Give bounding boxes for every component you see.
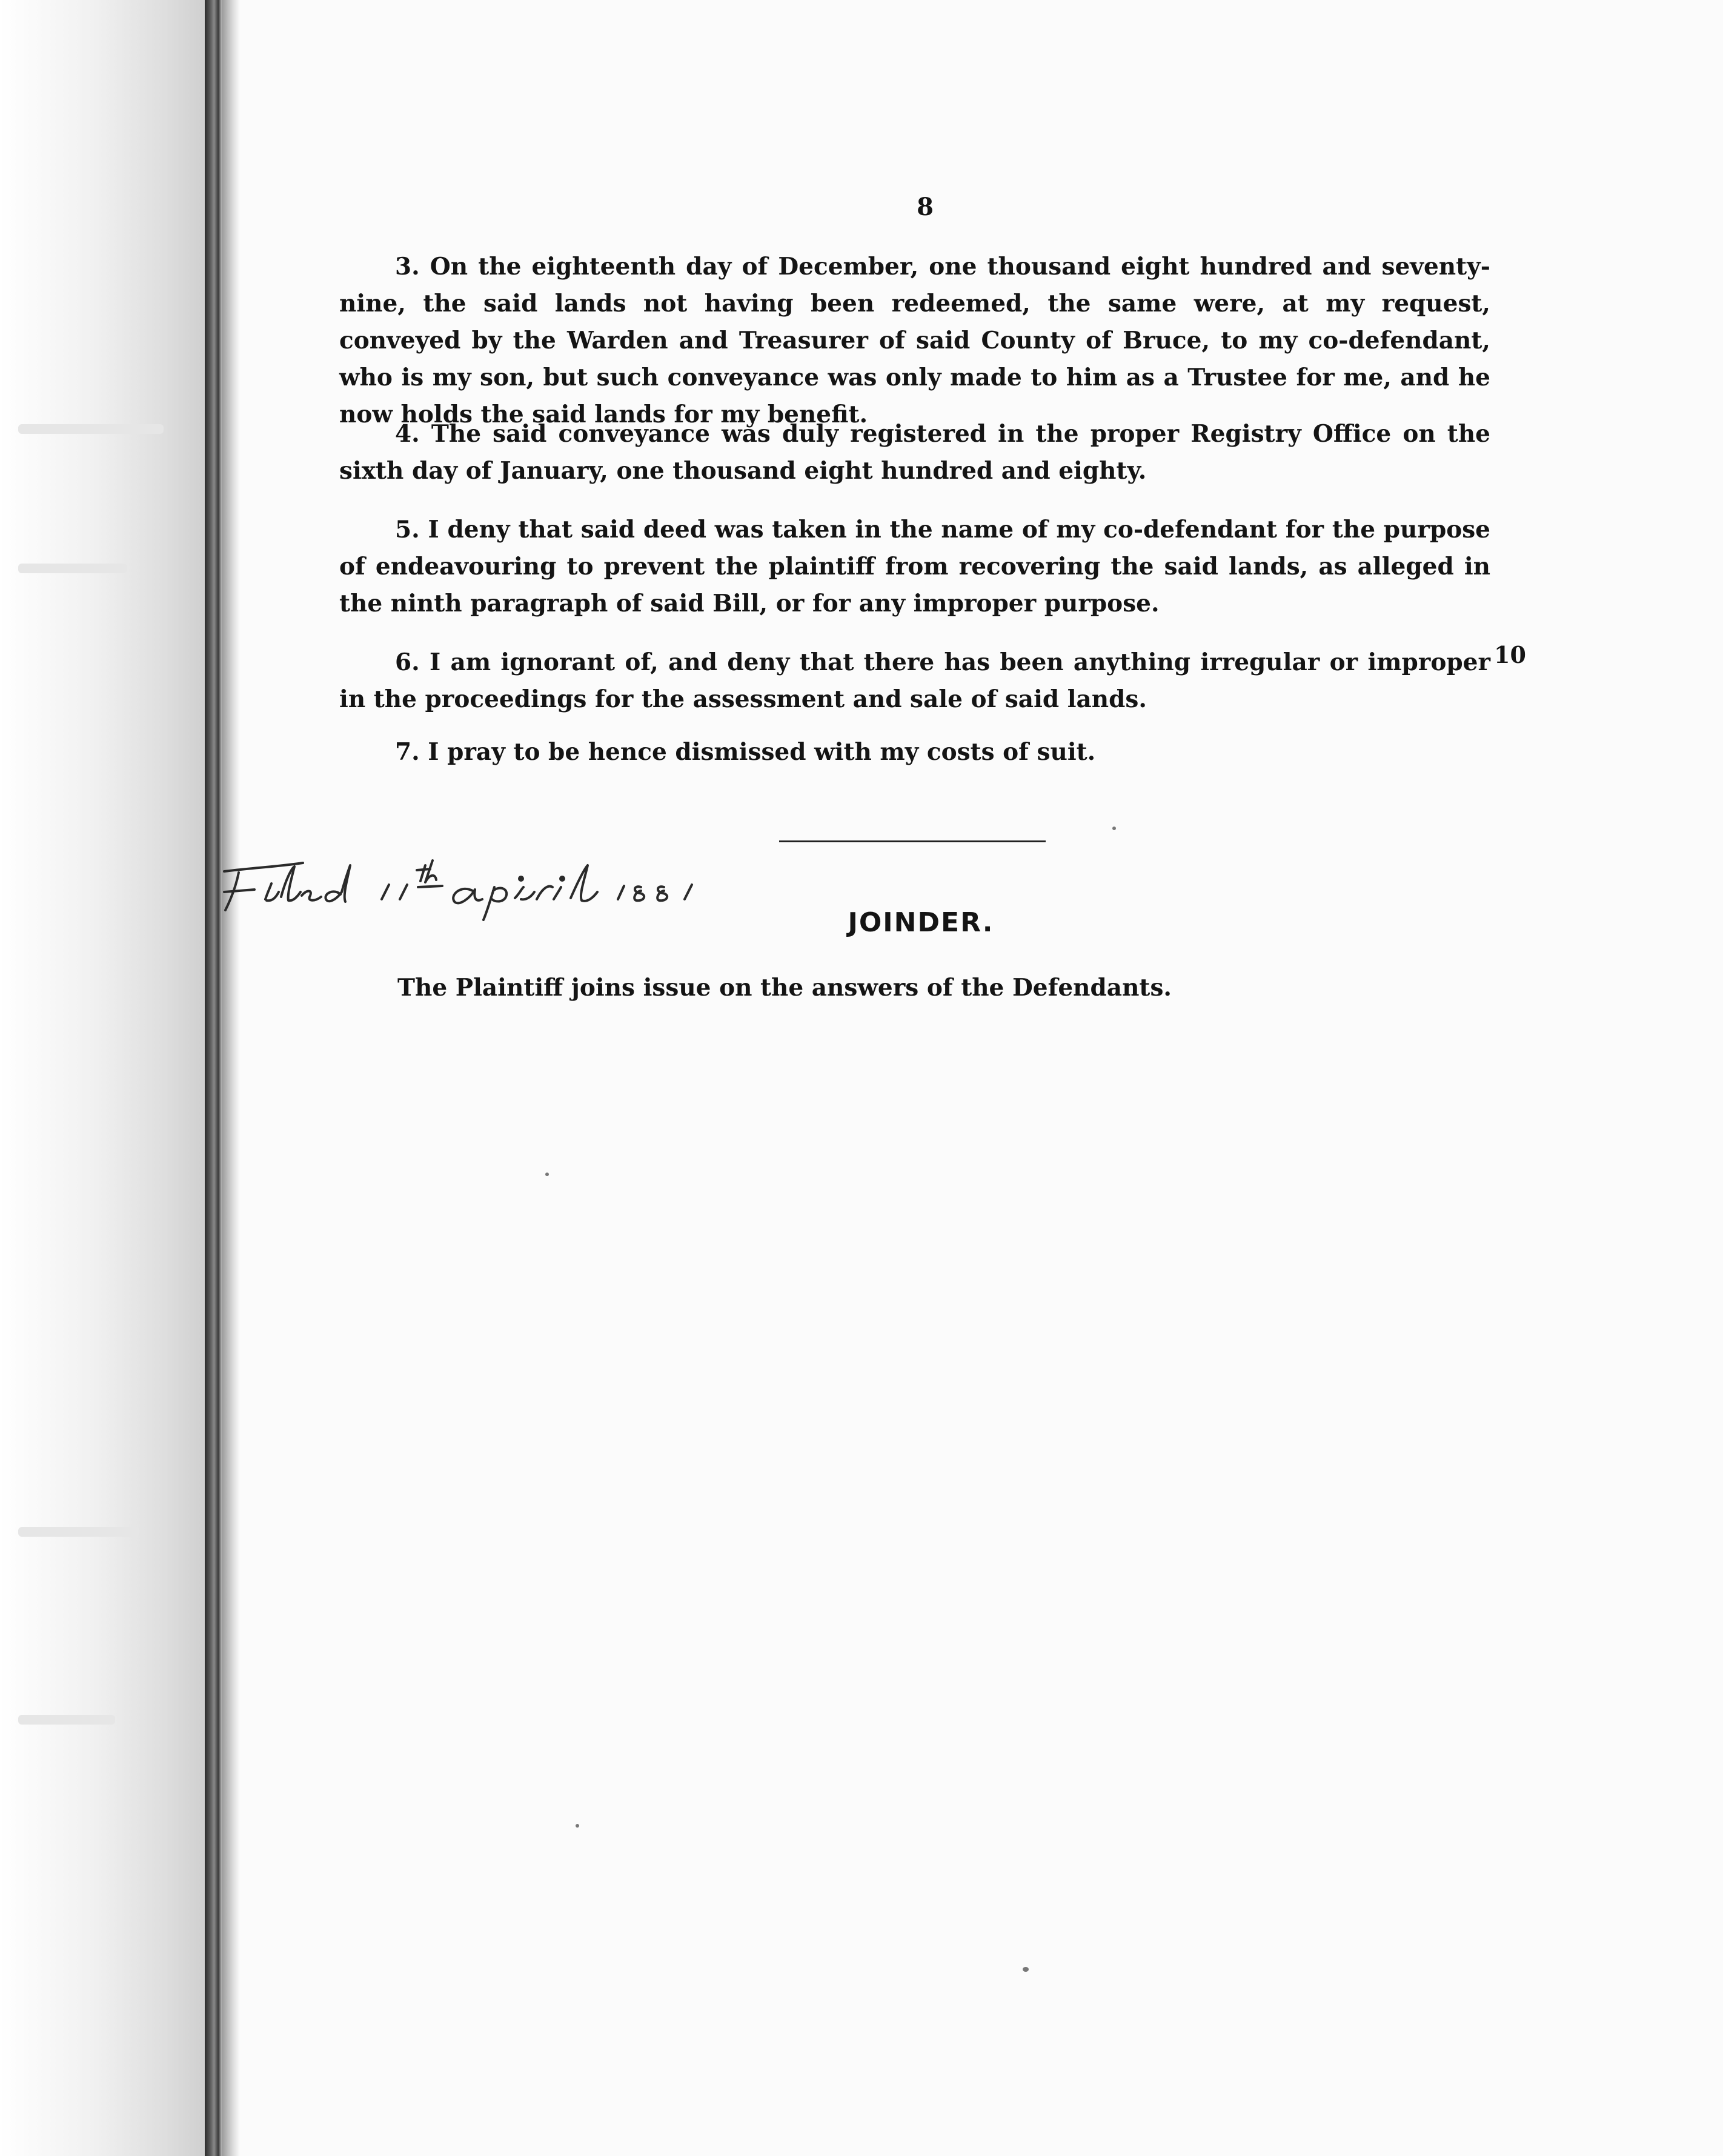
paper-speck [545,1173,549,1176]
paragraph-6: 6. I am ignorant of, and deny that there has been anything irregular or improper in the proceedings for the assessment and sale of said lands. [339,648,1490,713]
paragraph-3: 3. On the eighteenth day of December, one thousand eight hundred and seventy-nine, the said lands not having been redeemed, the same were, at my request, conveyed by the Warden and Treasurer of said County of Bruce, to my co-defendant, who is my son, but such conveyance was only made to him as a Trustee for me, and he now holds the said lands for my benefit. [339,253,1490,428]
page-number: 8 [917,193,934,221]
book-binding-edge [205,0,222,2156]
joinder-heading: JOINDER. [848,907,994,938]
paragraph-7: 7. I pray to be hence dismissed with my costs of suit. [395,738,1096,766]
bleed-through-mark [18,1715,115,1725]
paper-speck [1112,827,1116,830]
bleed-through-mark [18,424,164,434]
handwritten-filing-note [200,836,757,921]
book-binding-highlight [222,0,240,2156]
bleed-through-mark [18,564,127,573]
paragraph-5: 5. I deny that said deed was taken in the name of my co-defendant for the purpose of endeavouring to prevent the plaintiff from recovering the said lands, as alleged in the ninth paragraph of said Bill, or for any improper purpose. [339,516,1490,617]
paper-speck [1023,1967,1029,1972]
joinder-text: The Plaintiff joins issue on the answers of the Defendants. [397,974,1172,1002]
paragraph-4: 4. The said conveyance was duly registered in the proper Registry Office on the sixth day of January, one thousand eight hundred and eighty. [339,420,1490,485]
scan-margin-shadow [0,0,206,2156]
bleed-through-mark [18,1527,139,1537]
paper-speck [576,1824,579,1828]
margin-line-number: 10 [1494,641,1526,668]
handwritten-filing-note-drawing [200,836,757,921]
section-divider [779,840,1046,842]
